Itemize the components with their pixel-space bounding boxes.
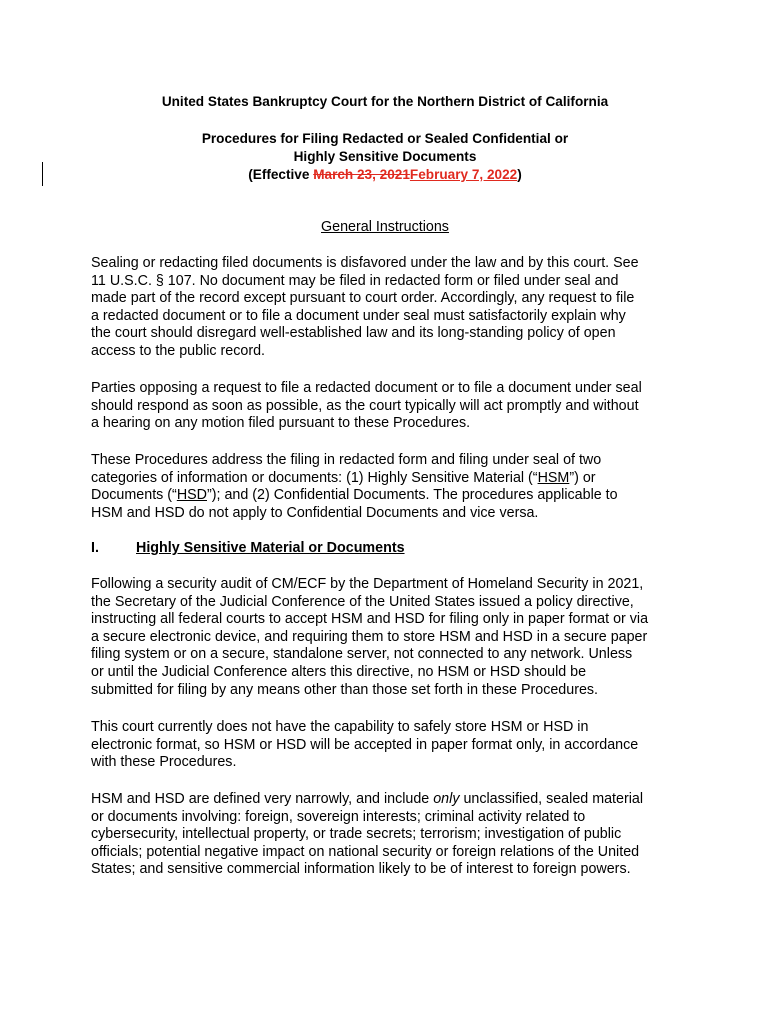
text-line: made part of the record except pursuant to court order. Accordingly, any request to file — [91, 290, 635, 307]
text-line: Parties opposing a request to file a redacted document or to file a document under seal — [91, 380, 642, 396]
paragraph-paper-format — [91, 719, 691, 772]
paragraph-definitions — [91, 791, 691, 879]
text-line: States; and sensitive commercial information likely to be of interest to foreign powers. — [91, 861, 631, 878]
effective-prefix: (Effective — [248, 167, 314, 182]
effective-date-line — [0, 166, 770, 184]
text-span: HSM and HSD are defined very narrowly, and include — [91, 791, 434, 807]
text-line: a secure electronic device, and requiring them to store HSM and HSD in a secure paper — [91, 628, 648, 645]
text-line: the Secretary of the Judicial Conference of the United States issued a policy directive, — [91, 593, 634, 610]
court-name-header: United States Bankruptcy Court for the Northern District of California — [161, 94, 609, 109]
effective-suffix: ) — [517, 167, 522, 182]
paragraph-sealing-disfavored — [91, 255, 691, 361]
text-line: HSM and HSD do not apply to Confidential Documents and vice versa. — [91, 504, 539, 521]
text-line: Sealing or redacting filed documents is disfavored under the law and by this court. See — [91, 255, 639, 271]
text-line — [91, 791, 691, 809]
text-line: access to the public record. — [91, 342, 266, 359]
text-span: categories of information or documents: (1) Highly Sensitive Material (“ — [91, 469, 538, 486]
text-line: with these Procedures. — [91, 754, 237, 771]
text-line: This court currently does not have the capability to safely store HSM or HSD in — [91, 719, 589, 735]
section-title: Highly Sensitive Material or Documents — [136, 540, 405, 556]
text-line: or until the Judicial Conference alters this directive, no HSM or HSD should be — [91, 663, 587, 680]
text-line: These Procedures address the filing in redacted form and filing under seal of two — [91, 452, 602, 468]
title-line-1: Procedures for Filing Redacted or Sealed Confidential or — [201, 131, 569, 146]
text-line: a hearing on any motion filed pursuant to these Procedures. — [91, 415, 471, 432]
inserted-effective-date: February 7, 2022 — [409, 167, 518, 182]
title-line-2: Highly Sensitive Documents — [293, 149, 477, 164]
hsm-defined-term: HSM — [537, 469, 570, 486]
text-line: the court should disregard well-established law and its long-standing policy of open — [91, 325, 616, 342]
text-line: Following a security audit of CM/ECF by the Department of Homeland Security in 2021, — [91, 576, 644, 592]
document-title — [0, 130, 770, 184]
section-number: I. — [91, 540, 99, 556]
emphasis-only: only — [433, 791, 460, 807]
text-line — [91, 470, 691, 488]
text-line: instructing all federal courts to accept HSM and HSD for filing only in paper format or via — [91, 611, 649, 628]
text-line: electronic format, so HSM or HSD will be accepted in paper format only, in accordance — [91, 736, 639, 753]
text-span: ”) or — [569, 469, 596, 486]
text-span: Documents (“ — [91, 487, 177, 504]
hsd-defined-term: HSD — [176, 487, 207, 504]
text-span: unclassified, sealed material — [459, 791, 644, 807]
paragraph-opposing-parties — [91, 380, 691, 433]
text-line: cybersecurity, intellectual property, or trade secrets; terrorism; investigation of public — [91, 826, 622, 843]
text-span: ”); and (2) Confidential Documents. The procedures applicable to — [207, 487, 618, 504]
text-line: or documents involving: foreign, sovereign interests; criminal activity related to — [91, 808, 586, 825]
deleted-effective-date: March 23, 2021 — [313, 167, 410, 182]
text-line: 11 U.S.C. § 107. No document may be filed in redacted form or filed under seal and — [91, 272, 619, 289]
paragraph-categories — [91, 452, 691, 522]
text-line: filing system or on a secure, standalone server, not connected to any network. Unless — [91, 646, 633, 663]
text-line: a redacted document or to file a document under seal must satisfactorily explain why — [91, 307, 626, 324]
text-line — [91, 487, 691, 505]
paragraph-security-audit — [91, 576, 691, 699]
text-line: officials; potential negative impact on national security or foreign relations of the United — [91, 843, 640, 860]
text-line: should respond as soon as possible, as the court typically will act promptly and without — [91, 397, 639, 414]
section-heading-I — [91, 540, 691, 556]
text-line: submitted for filing by any means other than those set forth in these Procedures. — [91, 681, 599, 698]
general-instructions-heading: General Instructions — [321, 219, 449, 235]
